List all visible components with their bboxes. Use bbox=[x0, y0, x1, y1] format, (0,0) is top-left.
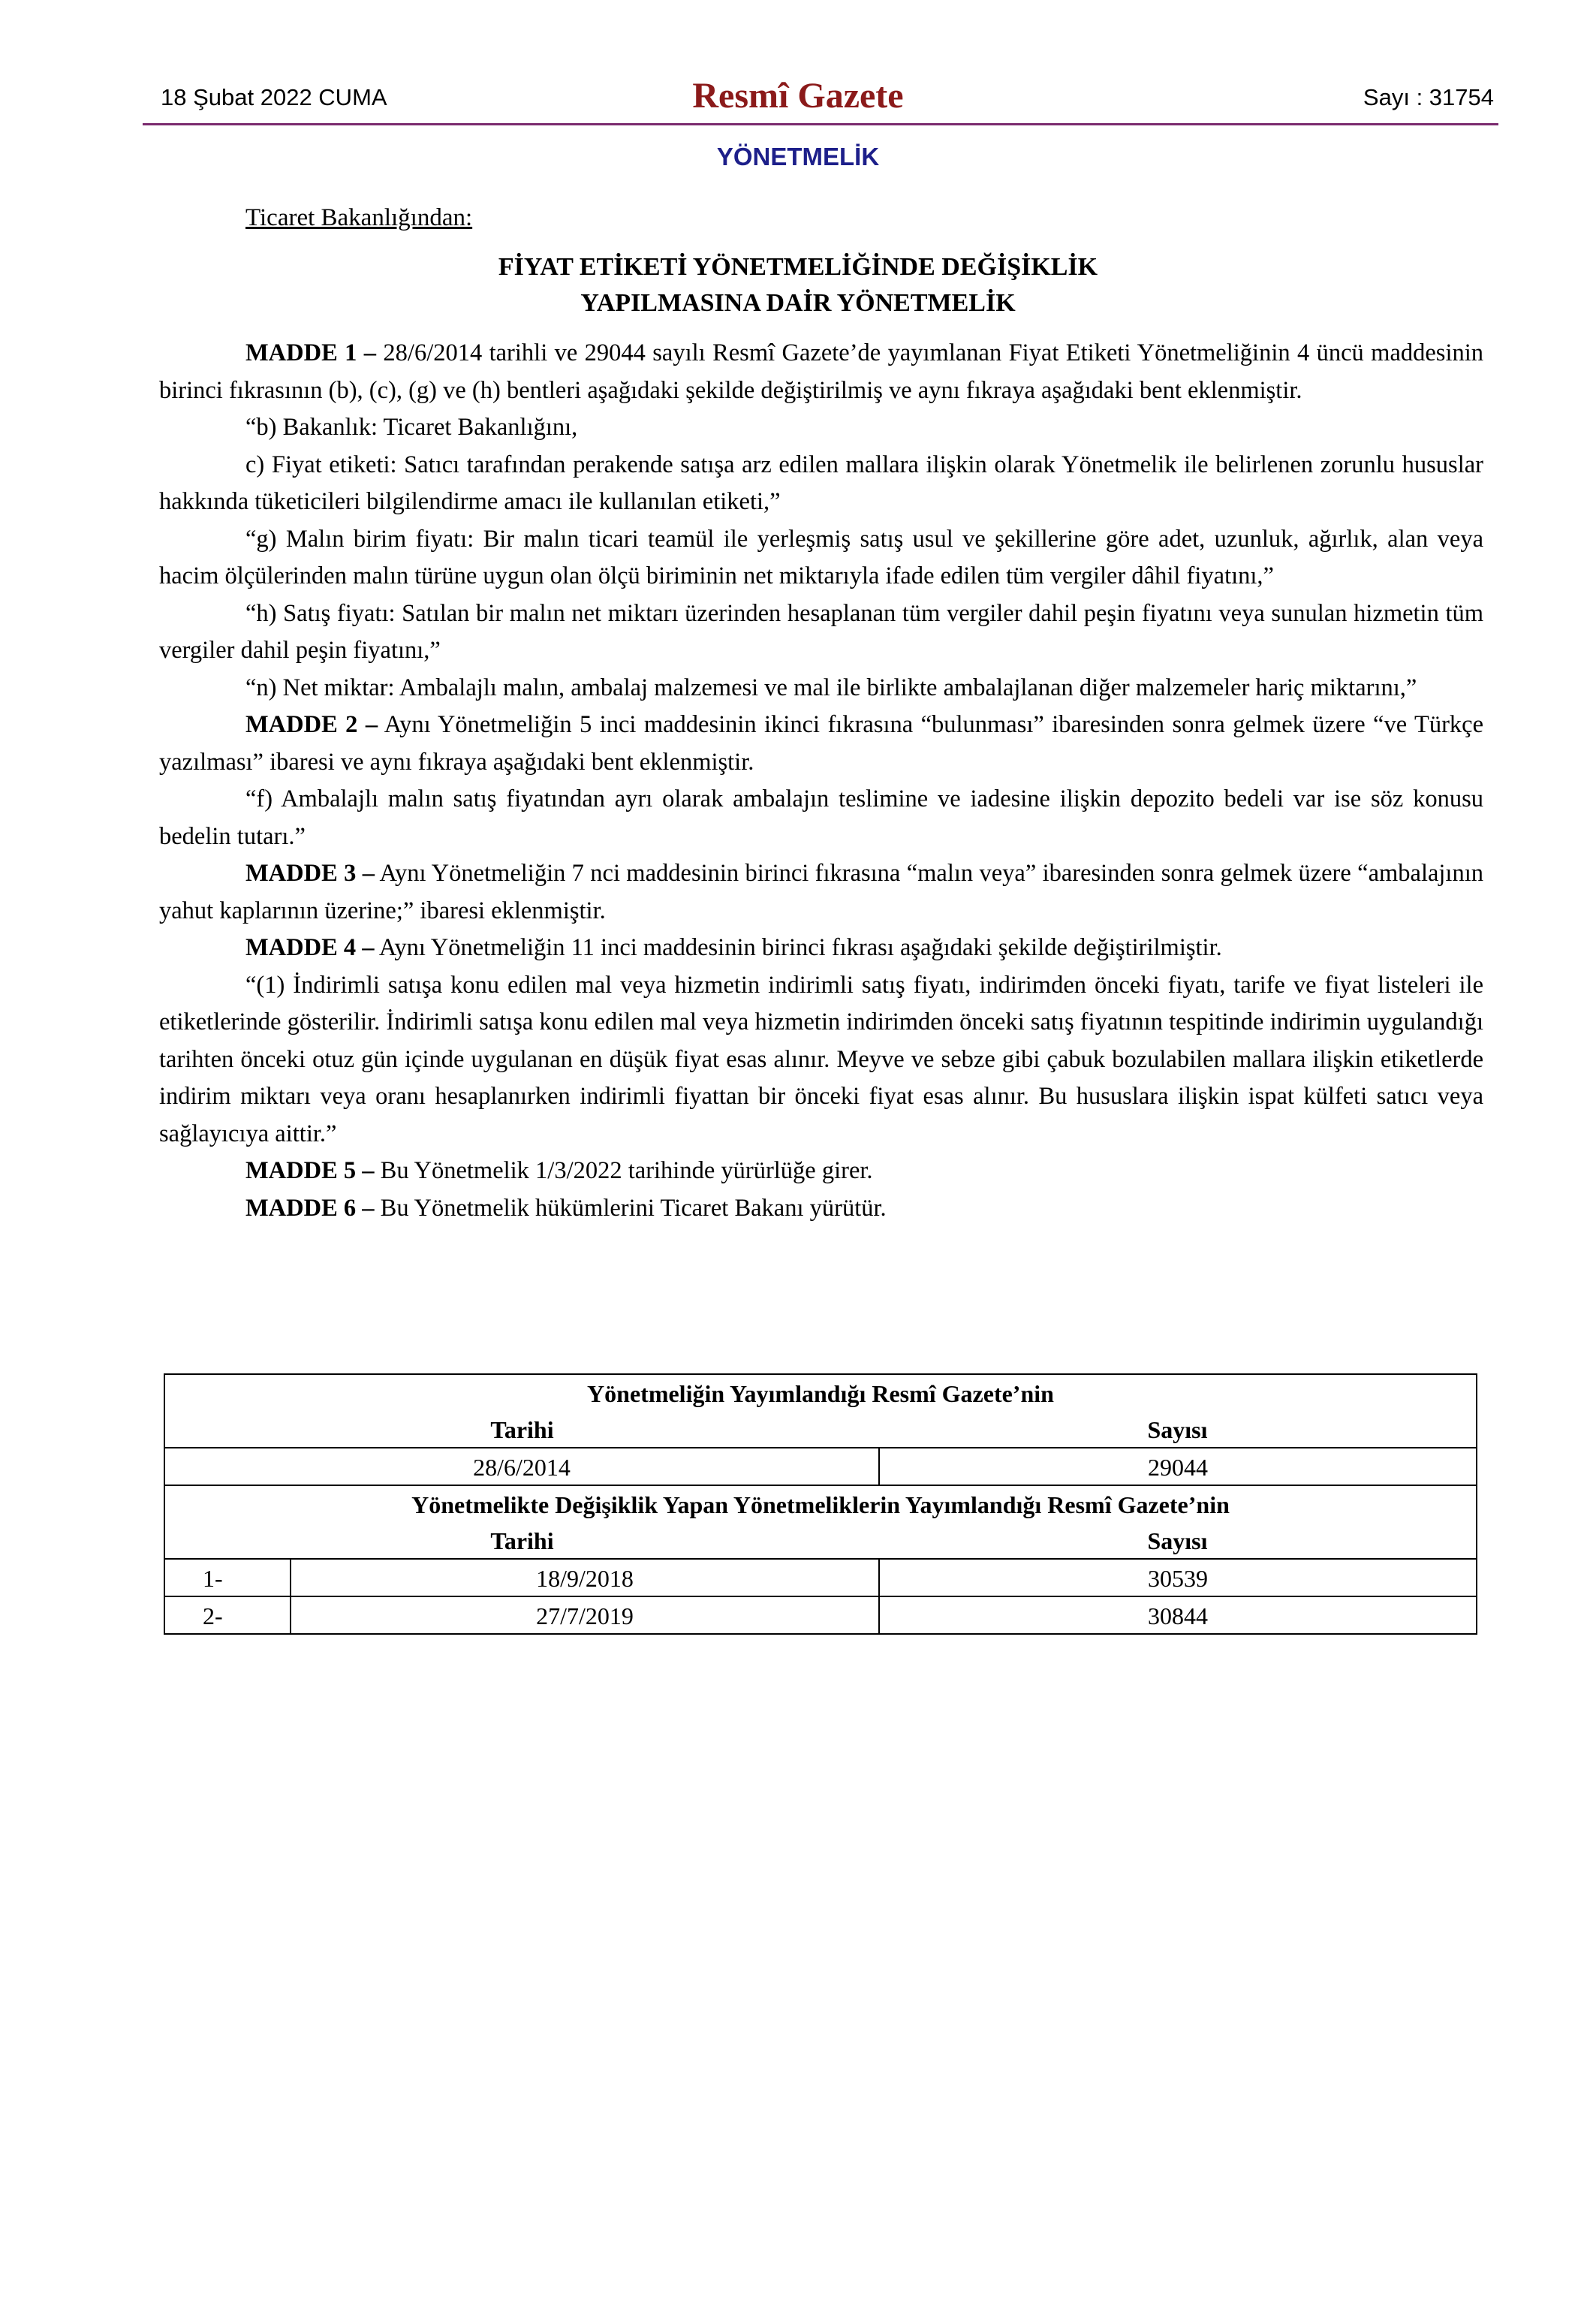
date-cell: 27/7/2019 bbox=[291, 1596, 879, 1634]
article-lead: MADDE 3 – bbox=[245, 860, 375, 887]
column-header-date: Tarihi bbox=[164, 1411, 879, 1448]
paragraph bbox=[159, 409, 1483, 447]
table-heading: Yönetmelikte Değişiklik Yapan Yönetmeliklerin Yayımlandığı Resmî Gazete’nin bbox=[164, 1485, 1477, 1522]
table-heading-row bbox=[164, 1485, 1477, 1522]
header-issue-number: Sayı : 31754 bbox=[1363, 84, 1494, 110]
publication-history-table bbox=[164, 1373, 1477, 1635]
main-number-cell: 29044 bbox=[879, 1448, 1477, 1485]
table-row bbox=[164, 1559, 1477, 1596]
title-line-1: FİYAT ETİKETİ YÖNETMELİĞİNDE DEĞİŞİKLİK bbox=[498, 253, 1098, 281]
main-date-cell: 28/6/2014 bbox=[164, 1448, 879, 1485]
paragraph-text: “h) Satış fiyatı: Satılan bir malın net miktarı üzerinden hesaplanan tüm vergiler dahil peşin fiyatını veya sunulan hizmetin tüm vergiler dahil peşin fiyatını,” bbox=[159, 599, 1483, 664]
table-column-header-row bbox=[164, 1411, 1477, 1448]
paragraph bbox=[159, 447, 1483, 521]
paragraph-text: Bu Yönetmelik hükümlerini Ticaret Bakanı yürütür. bbox=[374, 1194, 887, 1222]
paragraph bbox=[159, 930, 1483, 967]
column-header-date: Tarihi bbox=[164, 1522, 879, 1559]
table-row bbox=[164, 1596, 1477, 1634]
row-number-cell: 1- bbox=[164, 1559, 291, 1596]
paragraph-text: Bu Yönetmelik 1/3/2022 tarihinde yürürlüğe girer. bbox=[374, 1157, 873, 1184]
article-lead: MADDE 6 – bbox=[245, 1194, 375, 1222]
header-divider bbox=[143, 123, 1498, 125]
column-header-number: Sayısı bbox=[879, 1411, 1477, 1448]
paragraph bbox=[159, 670, 1483, 707]
article-lead: MADDE 2 – bbox=[245, 711, 378, 738]
title-line-2: YAPILMASINA DAİR YÖNETMELİK bbox=[580, 289, 1016, 317]
article-lead: MADDE 5 – bbox=[245, 1157, 375, 1184]
paragraph bbox=[159, 707, 1483, 781]
paragraph bbox=[159, 335, 1483, 409]
paragraph bbox=[159, 1190, 1483, 1228]
section-heading: YÖNETMELİK bbox=[716, 143, 880, 170]
table-heading-row bbox=[164, 1374, 1477, 1411]
paragraph-text: “g) Malın birim fiyatı: Bir malın ticari teamül ile yerleşmiş satış usul ve şekillerine göre adet, uzunluk, ağırlık, alan veya hacim ölçülerinden malın türüne uygun olan ölçü biriminin net miktarıyla ifade edilen tüm vergiler dâhil fiyatını,” bbox=[159, 525, 1483, 589]
number-cell: 30539 bbox=[879, 1559, 1477, 1596]
table-row bbox=[164, 1448, 1477, 1485]
paragraph bbox=[159, 781, 1483, 855]
header-date: 18 Şubat 2022 CUMA bbox=[161, 84, 387, 110]
paragraph bbox=[159, 855, 1483, 930]
regulation-title bbox=[0, 249, 1596, 321]
paragraph-text: 28/6/2014 tarihli ve 29044 sayılı Resmî Gazete’de yayımlanan Fiyat Etiketi Yönetmeliğinin 4 üncü maddesinin birinci fıkrasının (b), (c), (g) ve (h) bentleri aşağıdaki şekilde değiştirilmiş ve aynı fıkraya aşağıdaki bent eklenmiştir. bbox=[159, 339, 1484, 404]
paragraph-text: “f) Ambalajlı malın satış fiyatından ayrı olarak ambalajın teslimine ve iadesine ilişkin depozito bedeli var ise söz konusu bedelin tutarı.” bbox=[159, 785, 1483, 850]
paragraph-text: Aynı Yönetmeliğin 11 inci maddesinin birinci fıkrası aşağıdaki şekilde değiştirilmiştir. bbox=[374, 934, 1222, 961]
paragraph-text: “b) Bakanlık: Ticaret Bakanlığını, bbox=[245, 414, 578, 441]
table-column-header-row bbox=[164, 1522, 1477, 1559]
issuing-ministry: Ticaret Bakanlığından: bbox=[245, 204, 473, 231]
paragraph-text: “(1) İndirimli satışa konu edilen mal veya hizmetin indirimli satış fiyatı, indirimden önceki fiyatı, tarife ve fiyat listeleri ile etiketlerinde gösterilir. İndirimli satışa konu edilen mal veya hizmetin indirimden önceki satış fiyatının tespitinde indirimin uygulandığı tarihten önceki otuz gün içinde uygulanan en düşük fiyat esas alınır. Meyve ve sebze gibi çabuk bozulabilen mallara ilişkin etiketlerde indirim miktarı veya oranı hesaplanırken indirimli fiyattan bir önceki fiyat esas alınır. Bu hususlara ilişkin ispat külfeti satıcı veya sağlayıcıya aittir.” bbox=[159, 971, 1483, 1147]
paragraph-text: Aynı Yönetmeliğin 5 inci maddesinin ikinci fıkrasına “bulunması” ibaresinden sonra gelmek üzere “ve Türkçe yazılması” ibaresi ve aynı fıkraya aşağıdaki bent eklenmiştir. bbox=[159, 711, 1484, 776]
masthead-title: Resmî Gazete bbox=[692, 76, 904, 116]
table-heading: Yönetmeliğin Yayımlandığı Resmî Gazete’nin bbox=[164, 1374, 1477, 1411]
paragraph-text: Aynı Yönetmeliğin 7 nci maddesinin birinci fıkrasına “malın veya” ibaresinden sonra gelmek üzere “ambalajının yahut kaplarının üzerine;” ibaresi eklenmiştir. bbox=[159, 860, 1483, 924]
row-number-cell: 2- bbox=[164, 1596, 291, 1634]
article-lead: MADDE 4 – bbox=[245, 934, 375, 961]
paragraph bbox=[159, 967, 1483, 1153]
date-cell: 18/9/2018 bbox=[291, 1559, 879, 1596]
regulation-body bbox=[159, 335, 1483, 1227]
paragraph bbox=[159, 595, 1483, 670]
paragraph-text: “n) Net miktar: Ambalajlı malın, ambalaj malzemesi ve mal ile birlikte ambalajlanan diğer malzemeler hariç miktarını,” bbox=[245, 674, 1417, 701]
paragraph bbox=[159, 521, 1483, 595]
article-lead: MADDE 1 – bbox=[245, 339, 377, 366]
paragraph bbox=[159, 1153, 1483, 1190]
column-header-number: Sayısı bbox=[879, 1522, 1477, 1559]
paragraph-text: c) Fiyat etiketi: Satıcı tarafından perakende satışa arz edilen mallara ilişkin olarak Yönetmelik ile belirlenen zorunlu hususlar hakkında tüketicileri bilgilendirme amacı ile kullanılan etiketi,” bbox=[159, 451, 1483, 515]
number-cell: 30844 bbox=[879, 1596, 1477, 1634]
